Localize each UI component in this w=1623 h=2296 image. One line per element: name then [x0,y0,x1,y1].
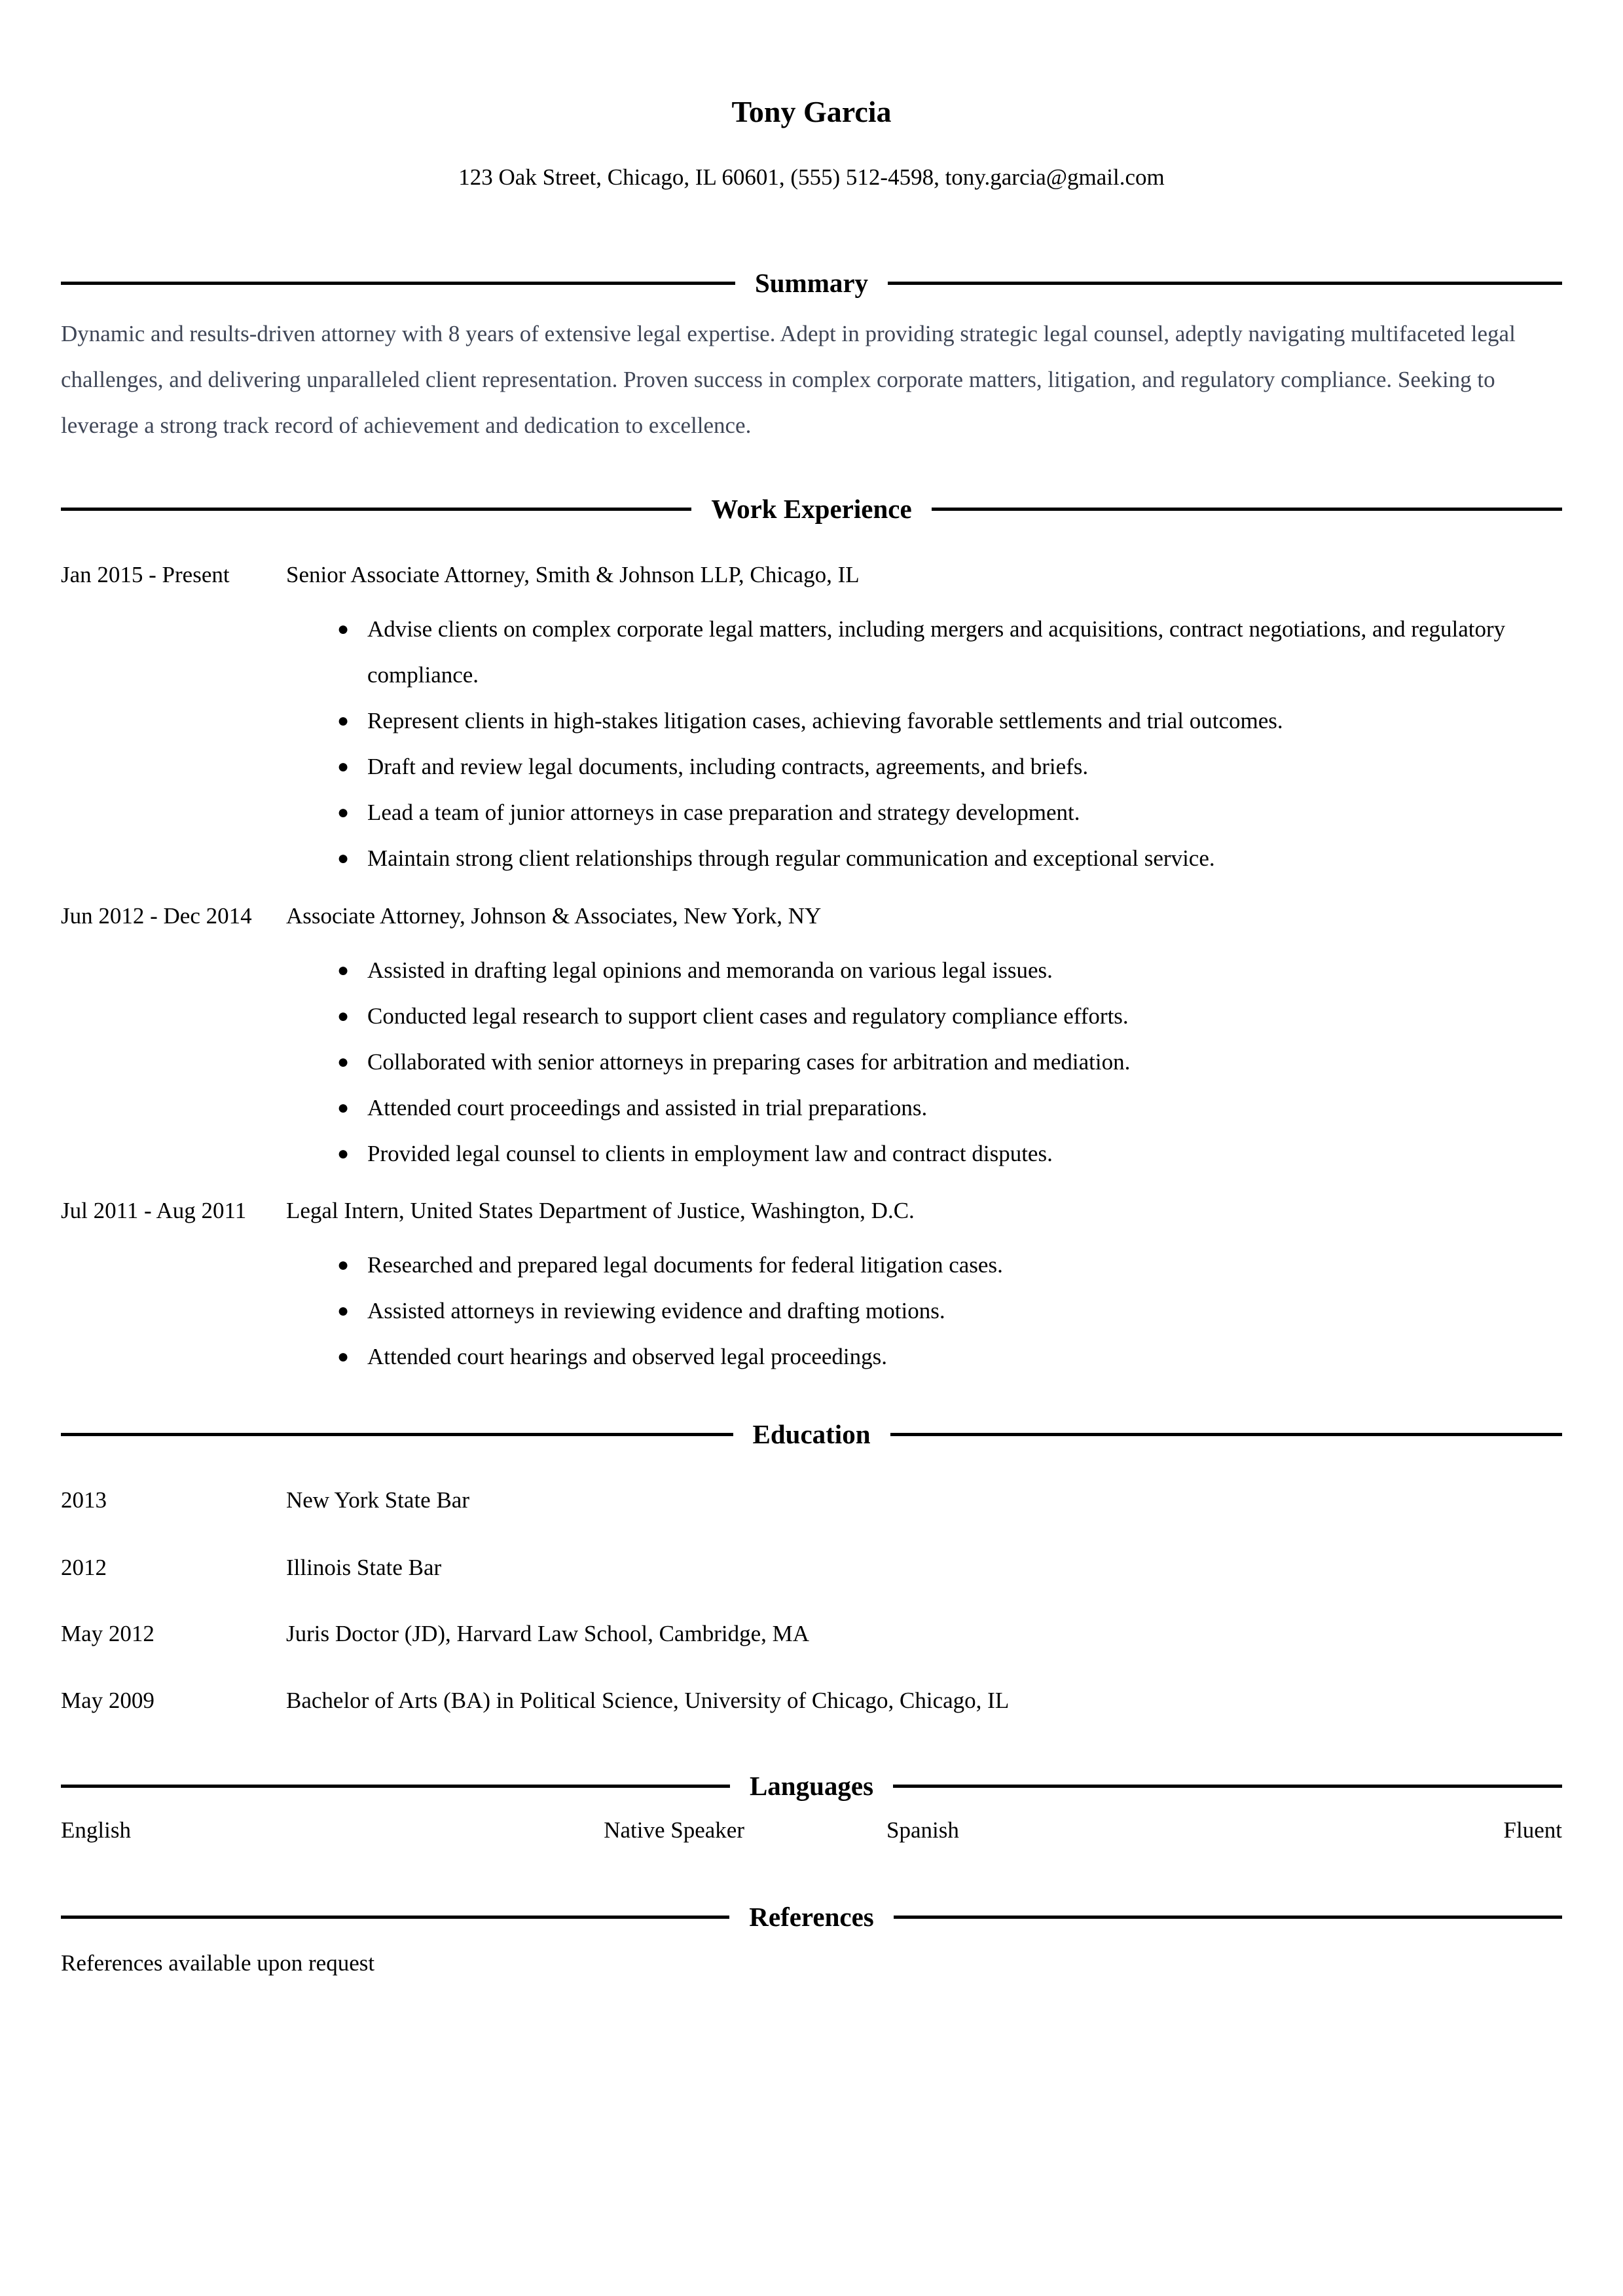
education-date: 2012 [61,1555,107,1580]
bullet-icon: ● [337,1143,350,1164]
education-detail: New York State Bar [286,1487,469,1513]
education-detail: Bachelor of Arts (BA) in Political Science, University of Chicago, Chicago, IL [286,1688,1010,1713]
language-name: English [61,1817,131,1843]
experience-heading: Work Experience [711,494,912,524]
experience-section-heading [61,496,1562,523]
languages-section-heading [61,1773,1562,1800]
heading-rule-right [888,282,1562,285]
summary-section-heading [61,270,1562,297]
heading-rule-right [894,1916,1562,1919]
job-bullet: ● Attended court proceedings and assisted in trial preparations. [367,1085,1562,1131]
bullet-icon: ● [337,959,350,981]
language-level: Native Speaker [604,1817,744,1843]
bullet-icon: ● [337,1254,350,1276]
job-date: Jun 2012 - Dec 2014 [61,903,252,929]
bullet-icon: ● [337,1300,350,1322]
education-heading: Education [752,1419,871,1449]
heading-rule-left [61,1785,730,1788]
heading-rule-left [61,1433,733,1436]
job-role: Legal Intern, United States Department of Justice, Washington, D.C. [286,1198,915,1223]
references-heading: References [749,1902,874,1932]
education-detail: Illinois State Bar [286,1555,442,1580]
heading-rule-left [61,508,691,511]
heading-rule-right [893,1785,1562,1788]
education-date: May 2012 [61,1621,155,1646]
bullet-icon: ● [337,756,350,777]
references-text: References available upon request [61,1950,375,1976]
bullet-icon: ● [337,1097,350,1119]
heading-rule-right [890,1433,1563,1436]
heading-rule-left [61,282,735,285]
job-role: Associate Attorney, Johnson & Associates, New York, NY [286,903,822,929]
job-date: Jul 2011 - Aug 2011 [61,1198,247,1223]
heading-rule-right [932,508,1562,511]
education-section-heading [61,1421,1562,1448]
job-bullet: ● Represent clients in high-stakes litigation cases, achieving favorable settlements and trial outcomes. [367,698,1562,744]
language-name: Spanish [886,1817,959,1843]
job-role: Senior Associate Attorney, Smith & Johnson LLP, Chicago, IL [286,562,860,587]
job-bullets [337,948,1562,1177]
job-bullet: ● Collaborated with senior attorneys in preparing cases for arbitration and mediation. [367,1039,1562,1085]
summary-heading: Summary [754,268,869,298]
heading-rule-left [61,1916,729,1919]
bullet-icon: ● [337,1346,350,1367]
bullet-icon: ● [337,847,350,869]
job-bullet: ● Attended court hearings and observed legal proceedings. [367,1334,1562,1380]
summary-text: Dynamic and results-driven attorney with 8 years of extensive legal expertise. Adept in providing strategic legal counsel, adeptly navigating multifaceted legal challenges, and delivering unparalleled client representation. Proven success in complex corporate matters, litigation, and regulatory compliance. Seeking to leverage a strong track record of achievement and dedication to excellence. [61,321,1516,438]
job-bullet: ● Advise clients on complex corporate legal matters, including mergers and acquisitions, contract negotiations, and regulatory compliance. [367,606,1562,698]
education-date: May 2009 [61,1688,155,1713]
job-bullet: ● Draft and review legal documents, including contracts, agreements, and briefs. [367,744,1562,790]
language-level: Fluent [1503,1817,1562,1843]
education-detail: Juris Doctor (JD), Harvard Law School, Cambridge, MA [286,1621,810,1646]
candidate-name: Tony Garcia [731,95,892,128]
job-bullets [337,1242,1562,1380]
bullet-icon: ● [337,1051,350,1073]
contact-info: 123 Oak Street, Chicago, IL 60601, (555) 512-4598, tony.garcia@gmail.com [458,164,1165,190]
job-bullet: ● Assisted in drafting legal opinions and memoranda on various legal issues. [367,948,1562,993]
bullet-icon: ● [337,618,350,640]
bullet-icon: ● [337,710,350,731]
job-date: Jan 2015 - Present [61,562,230,587]
education-date: 2013 [61,1487,107,1513]
job-bullet: ● Provided legal counsel to clients in employment law and contract disputes. [367,1131,1562,1177]
job-bullet: ● Conducted legal research to support client cases and regulatory compliance efforts. [367,993,1562,1039]
bullet-icon: ● [337,1005,350,1027]
job-bullet: ● Lead a team of junior attorneys in case preparation and strategy development. [367,790,1562,836]
references-section-heading [61,1904,1562,1931]
job-bullets [337,606,1562,881]
job-bullet: ● Researched and prepared legal documents for federal litigation cases. [367,1242,1562,1288]
languages-heading: Languages [749,1771,874,1801]
bullet-icon: ● [337,802,350,823]
job-bullet: ● Assisted attorneys in reviewing evidence and drafting motions. [367,1288,1562,1334]
job-bullet: ● Maintain strong client relationships through regular communication and exceptional service. [367,836,1562,881]
